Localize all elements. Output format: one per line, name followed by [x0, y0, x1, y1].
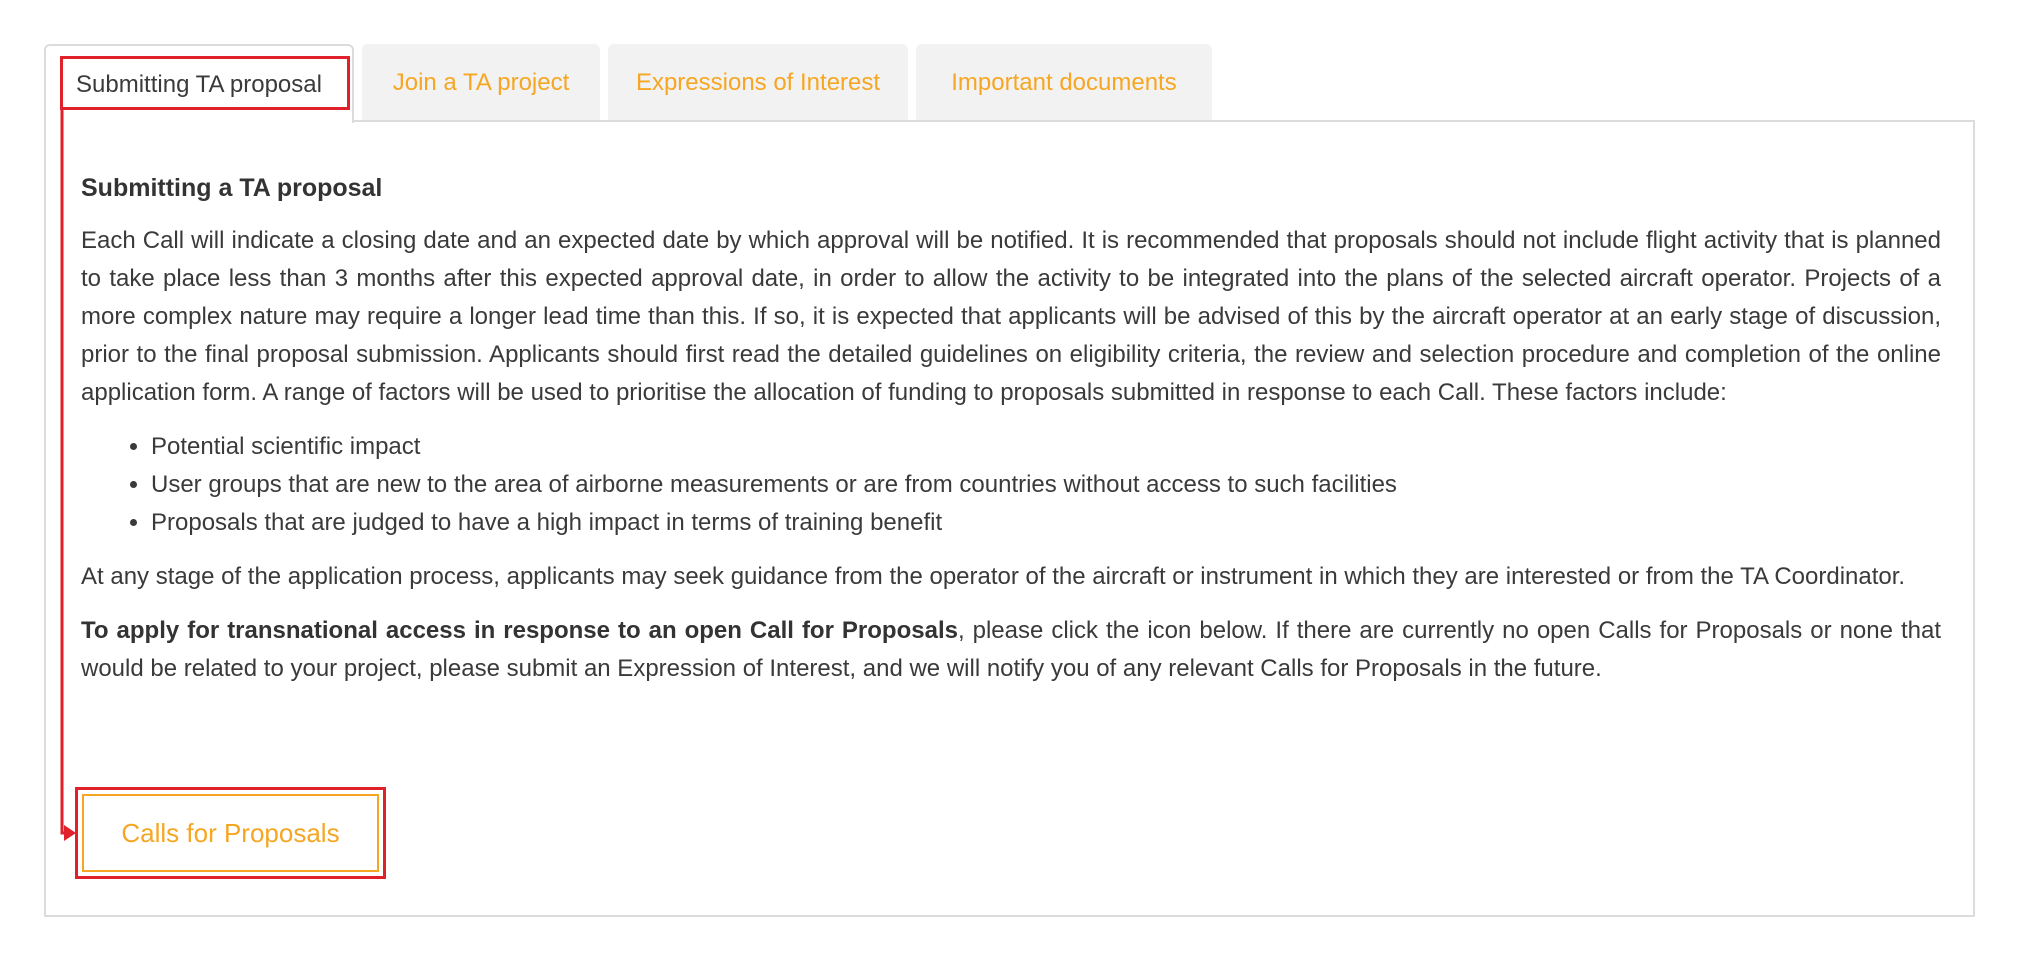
intro-paragraph: Each Call will indicate a closing date and an expected date by which approval will be notified. It is recommended that proposals should not include flight activity that is planned to take place less than 3 months after this expected approval date, in order to allow the activity to be integrated into the plans of the selected aircraft operator. Projects of a more complex nature may require a longer lead time than this. If so, it is expected that applicants will be advised of this by the aircraft operator at an early stage of discussion, prior to the final proposal submission. Applicants should first read the detailed guidelines on eligibility criteria, the review and selection procedure and completion of the online application form. A range of factors will be used to prioritise the allocation of funding to proposals submitted in response to each Call. These factors include:	[81, 227, 1941, 406]
section-heading: Submitting a TA proposal	[81, 174, 383, 202]
tab-label: Join a TA project	[392, 68, 570, 96]
tab-submitting-ta-proposal[interactable]	[44, 44, 354, 123]
guidance-paragraph: At any stage of the application process, applicants may seek guidance from the operator of the aircraft or instrument in which they are interested or from the TA Coordinator.	[81, 563, 1906, 590]
calls-for-proposals-button[interactable]	[82, 794, 379, 872]
tab-label: Submitting TA proposal	[76, 70, 322, 98]
tab-label: Expressions of Interest	[635, 68, 881, 96]
tab-label: Important documents	[951, 68, 1177, 96]
cta-label: Calls for Proposals	[121, 817, 340, 848]
apply-rest-text: , please click the icon below. If there are currently no open Calls for Proposals or none that would be related to your project, please submit an Expression of Interest, and we will notify you of any relevant Calls for Proposals in the future.	[81, 617, 1941, 682]
tab-expressions-of-interest[interactable]	[608, 44, 908, 121]
list-item: • User groups that are new to the area of airborne measurements or are from countries without access to such facilities	[151, 466, 1941, 504]
tab-important-documents[interactable]	[916, 44, 1212, 121]
tab-join-ta-project[interactable]	[362, 44, 600, 121]
apply-paragraph	[81, 612, 1941, 688]
tab-bar	[44, 44, 1220, 121]
list-item: • Proposals that are judged to have a high impact in terms of training benefit	[151, 504, 1941, 542]
list-item: • Potential scientific impact	[151, 428, 1941, 466]
apply-strong-text: To apply for transnational access in response to an open Call for Proposals	[81, 617, 958, 644]
factors-list	[81, 428, 1941, 542]
tab-content	[81, 170, 1941, 704]
